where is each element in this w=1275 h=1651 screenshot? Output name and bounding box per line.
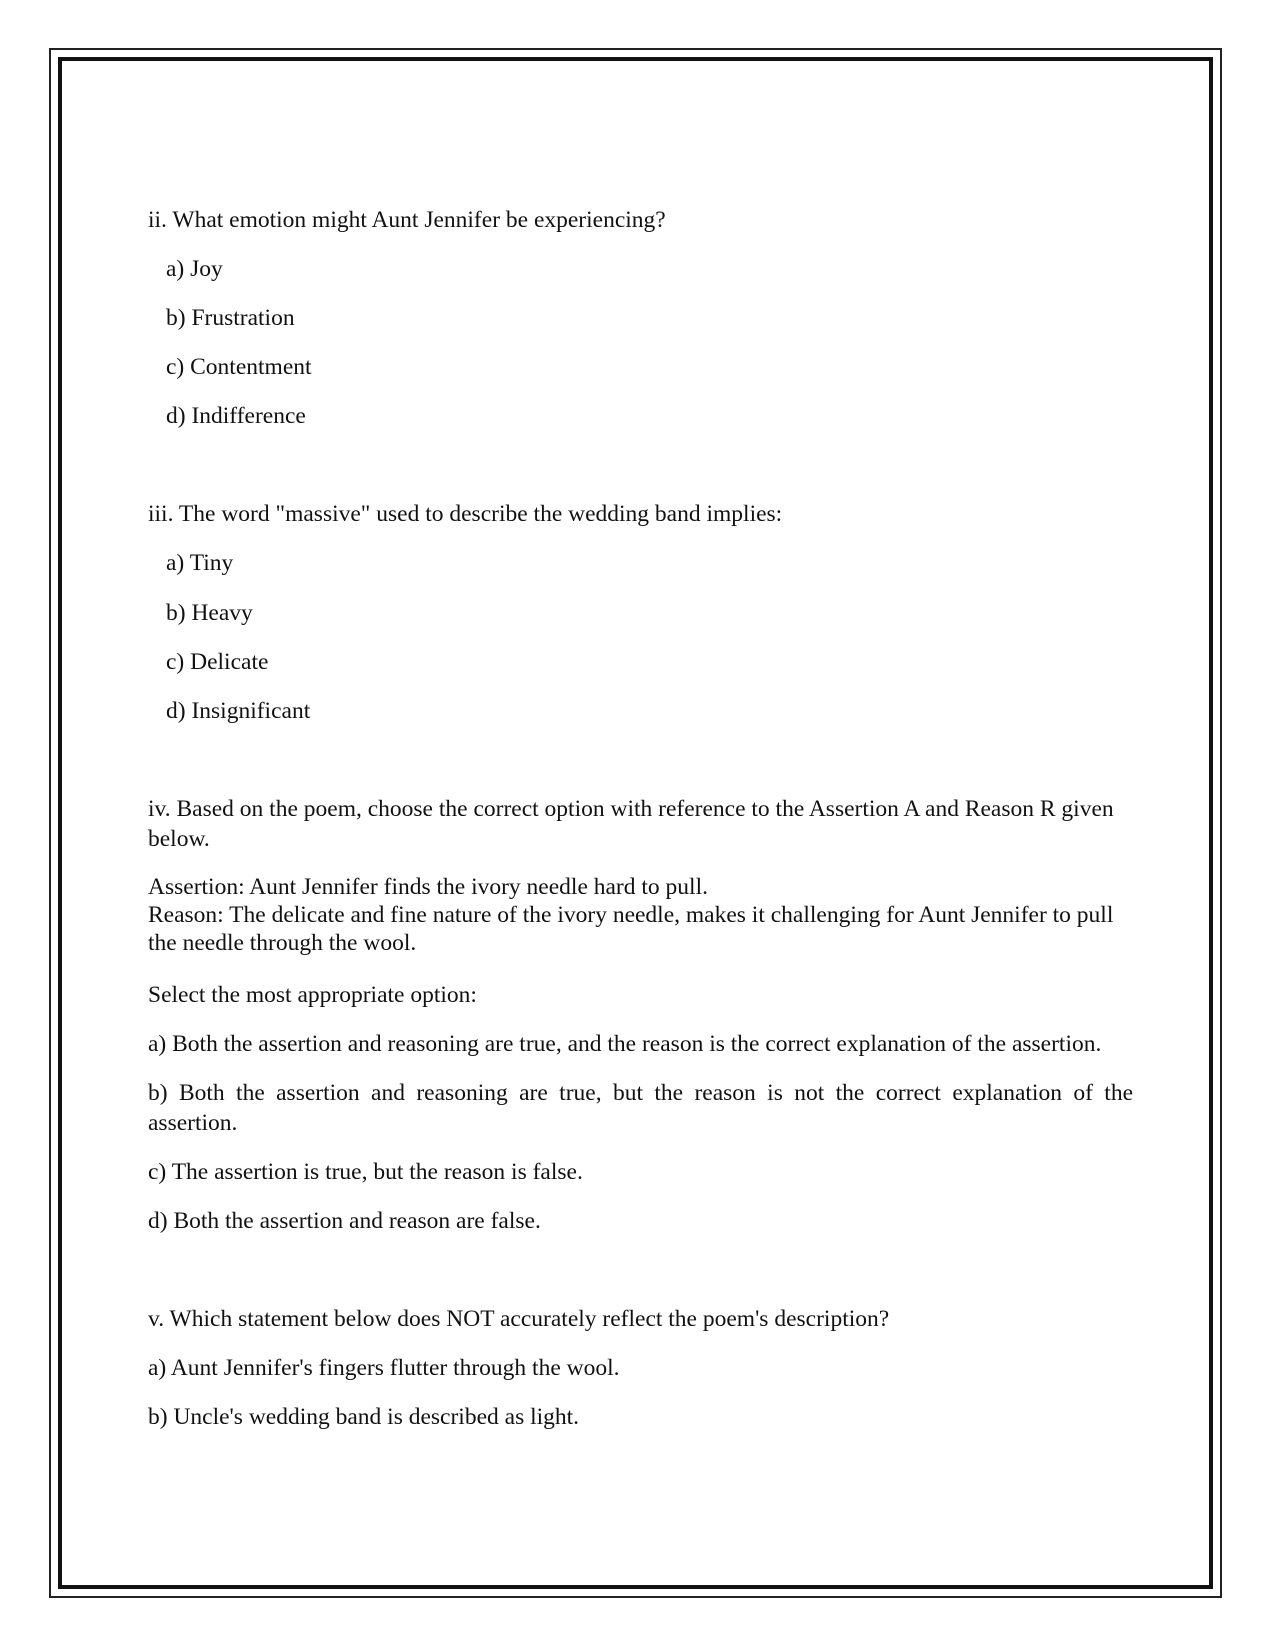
- question-iii-text: iii. The word "massive" used to describe the wedding band implies:: [148, 501, 783, 528]
- question-iii: [148, 499, 1133, 725]
- question-ii-option-d: d) Indifference: [166, 403, 306, 430]
- question-iv-option-b: b) Both the assertion and reasoning are true, but the reason is not the correct explanation of the assertion.: [148, 1079, 1133, 1136]
- question-iv-option-c: c) The assertion is true, but the reason is false.: [148, 1158, 583, 1185]
- question-iv-instruction: Select the most appropriate option:: [148, 981, 477, 1008]
- question-iv-text: iv. Based on the poem, choose the correct option with reference to the Assertion A and Reason R given below.: [148, 795, 1114, 852]
- assertion-text: Assertion: Aunt Jennifer finds the ivory needle hard to pull.: [148, 873, 708, 900]
- question-content: [148, 205, 1133, 1451]
- question-ii-option-b: b) Frustration: [166, 305, 295, 332]
- question-v-option-b: b) Uncle's wedding band is described as light.: [148, 1404, 580, 1431]
- question-iii-option-d: d) Insignificant: [166, 697, 311, 724]
- question-ii-option-c: c) Contentment: [166, 354, 312, 381]
- question-v-option-a: a) Aunt Jennifer's fingers flutter through the wool.: [148, 1355, 620, 1382]
- spacer: [148, 1255, 1133, 1304]
- reason-text: Reason: The delicate and fine nature of the ivory needle, makes it challenging for Aunt Jennifer to pull the needle through the wool.: [148, 902, 1114, 957]
- question-ii-text: ii. What emotion might Aunt Jennifer be experiencing?: [148, 207, 666, 233]
- question-iii-option-a: a) Tiny: [166, 550, 234, 577]
- question-iii-option-b: b) Heavy: [166, 599, 253, 626]
- spacer: [148, 450, 1133, 499]
- question-ii: [148, 205, 1133, 431]
- assertion-reason-block: [148, 873, 1133, 958]
- question-iv-option-a: a) Both the assertion and reasoning are true, and the reason is the correct explanation of the assertion.: [148, 1030, 1102, 1057]
- question-v: [148, 1304, 1133, 1432]
- question-iv: [148, 794, 1133, 1236]
- question-iv-option-d: d) Both the assertion and reason are false.: [148, 1207, 541, 1234]
- spacer: [148, 745, 1133, 794]
- question-ii-option-a: a) Joy: [166, 256, 223, 283]
- question-iii-option-c: c) Delicate: [166, 648, 269, 675]
- question-v-text: v. Which statement below does NOT accurately reflect the poem's description?: [148, 1305, 890, 1332]
